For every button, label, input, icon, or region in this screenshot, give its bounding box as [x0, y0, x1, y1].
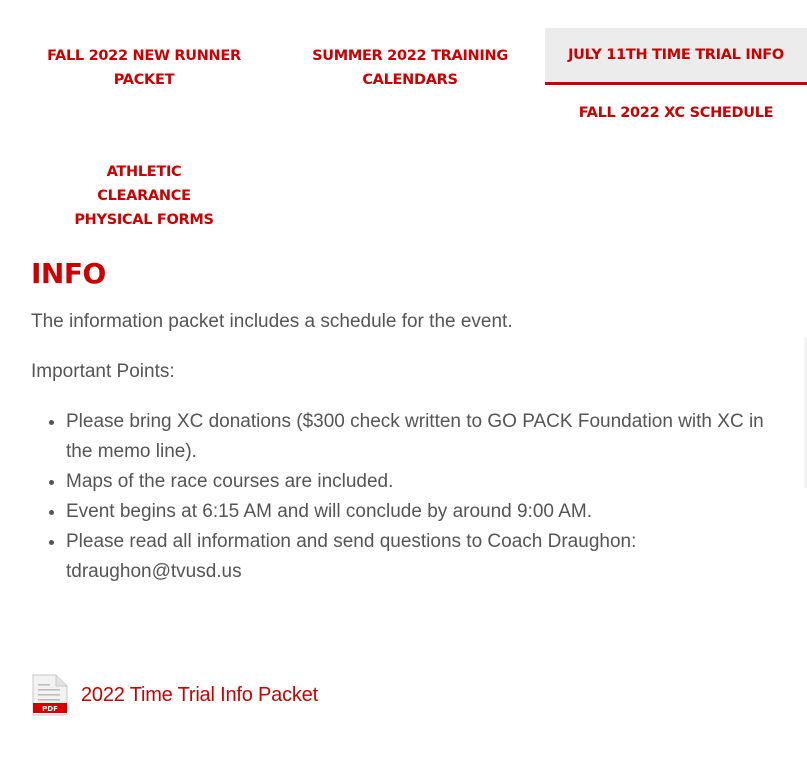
- tab-summer-2022-training-calendars[interactable]: [279, 44, 541, 92]
- list-item: • Please read all information and send questions to Coach Draughon: tdraughon@tvusd.us: [66, 527, 791, 587]
- tab-label: ATHLETIC CLEARANCE PHYSICAL FORMS: [74, 164, 214, 228]
- edge-shadow: [803, 338, 807, 488]
- pdf-file-icon: [32, 674, 68, 716]
- tab-fall-2022-new-runner-packet[interactable]: [13, 44, 275, 92]
- attachment: [32, 674, 318, 716]
- tab-label: FALL 2022 XC SCHEDULE: [578, 105, 774, 121]
- tab-label: FALL 2022 NEW RUNNER PACKET: [47, 48, 241, 88]
- intro-text: The information packet includes a schedule for the event.: [31, 311, 513, 332]
- pdf-badge-text: PDF: [42, 705, 58, 713]
- important-points-list: [31, 407, 791, 587]
- list-item: • Event begins at 6:15 AM and will conclude by around 9:00 AM.: [66, 497, 791, 527]
- tab-athletic-clearance-physical-forms[interactable]: [13, 160, 275, 232]
- list-item: • Please bring XC donations ($300 check written to GO PACK Foundation with XC in the memo line).: [66, 407, 791, 467]
- list-item: • Maps of the race courses are included.: [66, 467, 791, 497]
- tab-fall-2022-xc-schedule[interactable]: [545, 101, 807, 125]
- tab-label: JULY 11TH TIME TRIAL INFO: [568, 47, 784, 63]
- tab-label: SUMMER 2022 TRAINING CALENDARS: [312, 48, 508, 88]
- points-label: Important Points:: [31, 361, 175, 382]
- tab-july-11th-time-trial-info[interactable]: [545, 28, 807, 85]
- attachment-link[interactable]: 2022 Time Trial Info Packet: [81, 684, 318, 706]
- page-title: INFO: [31, 257, 106, 290]
